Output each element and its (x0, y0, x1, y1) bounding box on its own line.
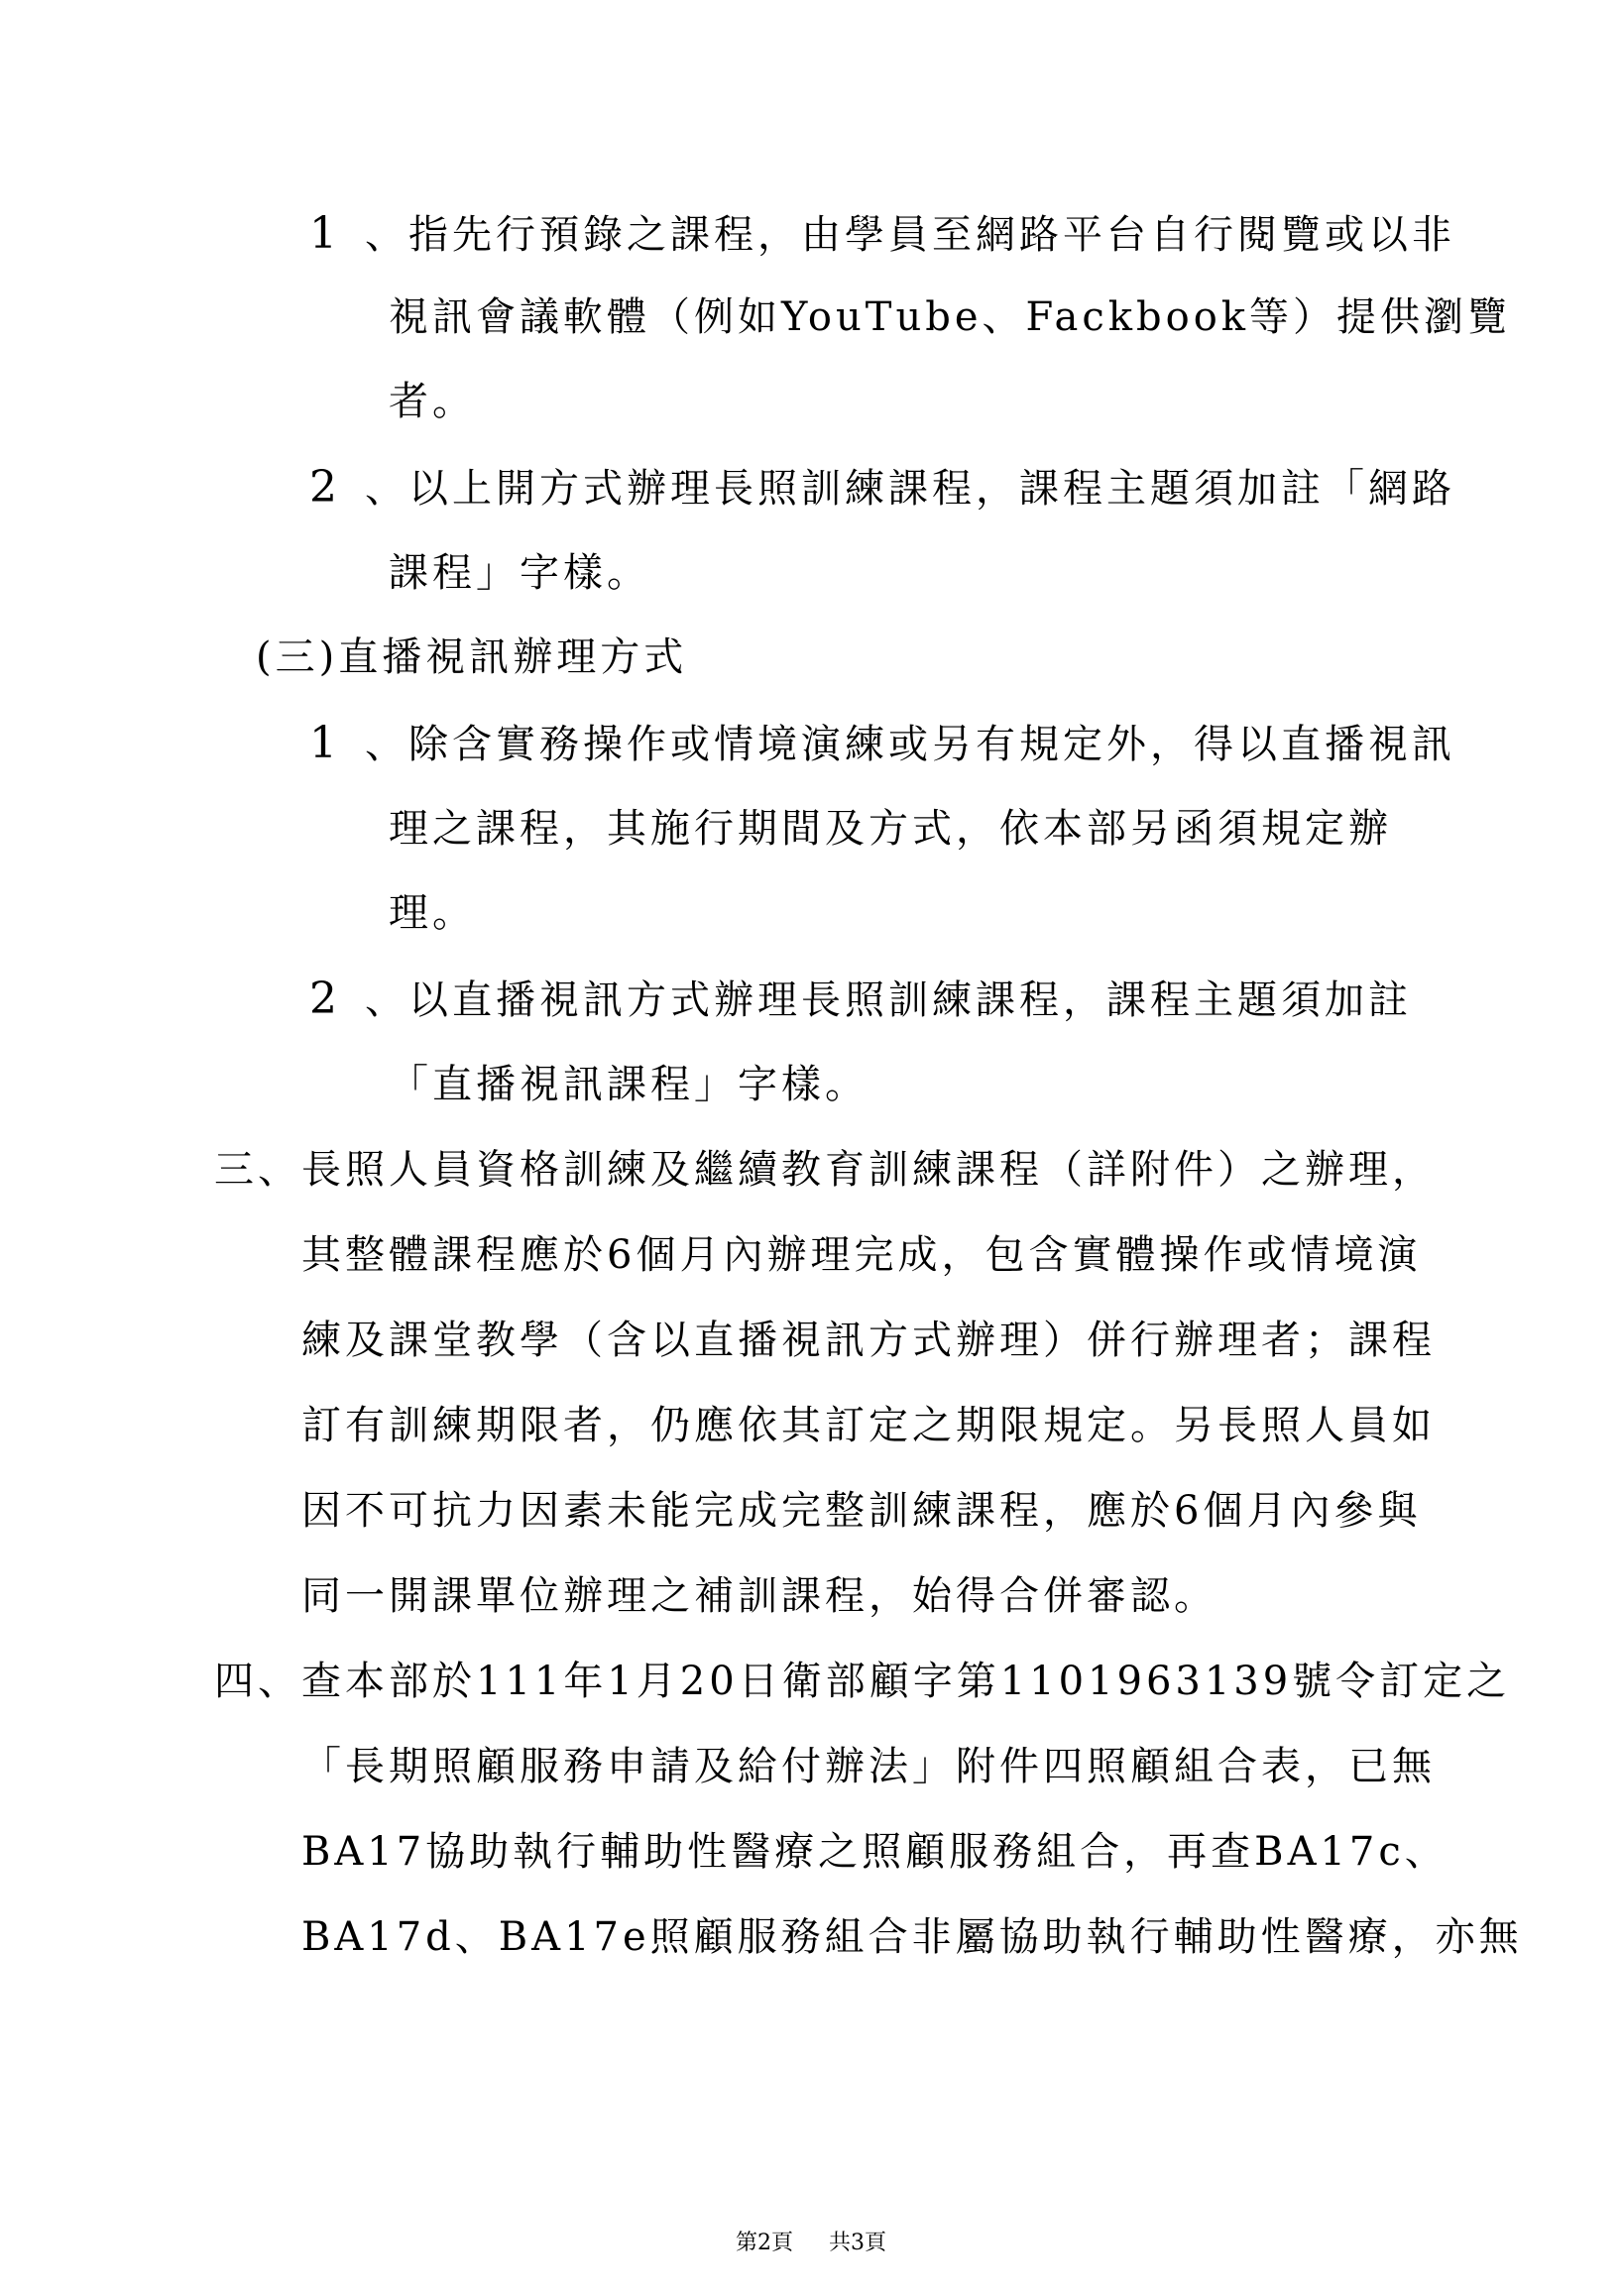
article-four-line: 「長期照顧服務申請及給付辦法」附件四照顧組合表，已無 (301, 1744, 1436, 1789)
list-item-number: 1 (309, 718, 341, 768)
list-item (309, 970, 1412, 1030)
article-three-line: 訂有訓練期限者，仍應依其訂定之期限規定。另長照人員如 (301, 1403, 1436, 1448)
list-item-continuation: 者。 (389, 379, 476, 424)
list-item-continuation: 理之課程，其施行期間及方式，依本部另函須規定辦 (389, 806, 1392, 852)
subsection-heading: (三)直播視訊辦理方式 (256, 634, 688, 680)
list-item-text: 、以直播視訊方式辦理長照訓練課程，課程主題須加註 (365, 977, 1412, 1023)
article-four-line: BA17d、BA17e照顧服務組合非屬協助執行輔助性醫療，亦無 (301, 1914, 1523, 1960)
article-three-line: 因不可抗力因素未能完成完整訓練課程，應於6個月內參與 (301, 1488, 1422, 1534)
list-item-continuation: 視訊會議軟體（例如YouTube、Fackbook等）提供瀏覽 (389, 294, 1512, 340)
list-item (309, 458, 1455, 518)
article-three-line: 練及課堂教學（含以直播視訊方式辦理）併行辦理者；課程 (301, 1318, 1436, 1363)
total-pages: 共3頁 (829, 2231, 886, 2255)
list-item-number: 2 (309, 462, 341, 513)
page-number: 第2頁 (736, 2231, 793, 2255)
article-four-line: BA17協助執行輔助性醫療之照顧服務組合，再查BA17c、 (301, 1829, 1448, 1875)
list-item (309, 714, 1455, 774)
list-item-continuation: 理。 (389, 890, 476, 936)
article-three-line: 同一開課單位辦理之補訓課程，始得合併審認。 (301, 1573, 1217, 1619)
list-item-text: 、指先行預錄之課程，由學員至網路平台自行閱覽或以非 (365, 212, 1455, 258)
list-item-continuation: 課程」字樣。 (389, 550, 650, 596)
list-item-number: 1 (309, 208, 341, 259)
list-item-continuation: 「直播視訊課程」字樣。 (389, 1062, 869, 1107)
list-item-number: 2 (309, 974, 341, 1024)
article-three-line: 三、長照人員資格訓練及繼續教育訓練課程（詳附件）之辦理， (214, 1147, 1436, 1193)
article-four-line: 四、查本部於111年1月20日衛部顧字第1101963139號令訂定之 (214, 1659, 1511, 1704)
article-three-line: 其整體課程應於6個月內辦理完成，包含實體操作或情境演 (301, 1232, 1422, 1278)
page-footer (0, 2229, 1622, 2258)
list-item-text: 、除含實務操作或情境演練或另有規定外，得以直播視訊 (365, 722, 1455, 767)
list-item (309, 204, 1455, 265)
list-item-text: 、以上開方式辦理長照訓練課程，課程主題須加註「網路 (365, 466, 1455, 512)
